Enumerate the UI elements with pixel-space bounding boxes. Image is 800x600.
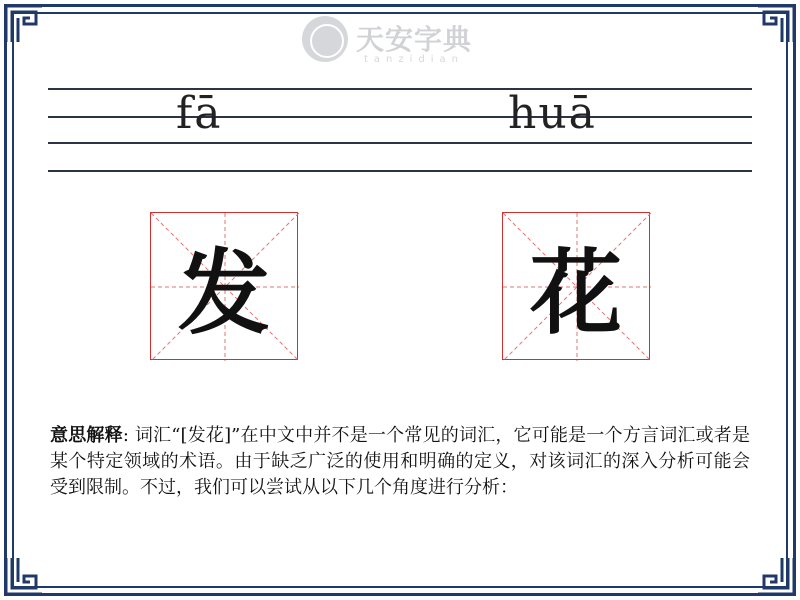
corner-ornament-icon: [756, 556, 796, 596]
character-grid-first: [150, 212, 298, 360]
site-logo: [302, 14, 502, 70]
logo-seal-icon: [302, 16, 348, 62]
pinyin-first: fā: [176, 88, 223, 139]
meaning-text: 词汇“[发花]”在中文中并不是一个常见的词汇，它可能是一个方言词汇或者是某个特定领域的术语。由于缺乏广泛的使用和明确的定义，对该词汇的深入分析可能会受到限制。不过，我们可以尝试从以下几个角度进行分析：: [50, 425, 751, 498]
pinyin-ruled-lines: [48, 88, 752, 172]
logo-subtitle: tanzidian: [364, 54, 465, 65]
character-grid-second: [502, 212, 650, 360]
corner-ornament-icon: [4, 556, 44, 596]
meaning-paragraph: [50, 423, 750, 501]
corner-ornament-icon: [4, 4, 44, 44]
meaning-label: 意思解释: [50, 425, 123, 446]
pinyin-second: huā: [508, 88, 597, 139]
corner-ornament-icon: [756, 4, 796, 44]
character-second: 花: [529, 240, 622, 347]
meaning-colon: :: [122, 425, 135, 446]
logo-name: 天安字典: [356, 23, 473, 56]
character-first: 发: [177, 240, 270, 347]
